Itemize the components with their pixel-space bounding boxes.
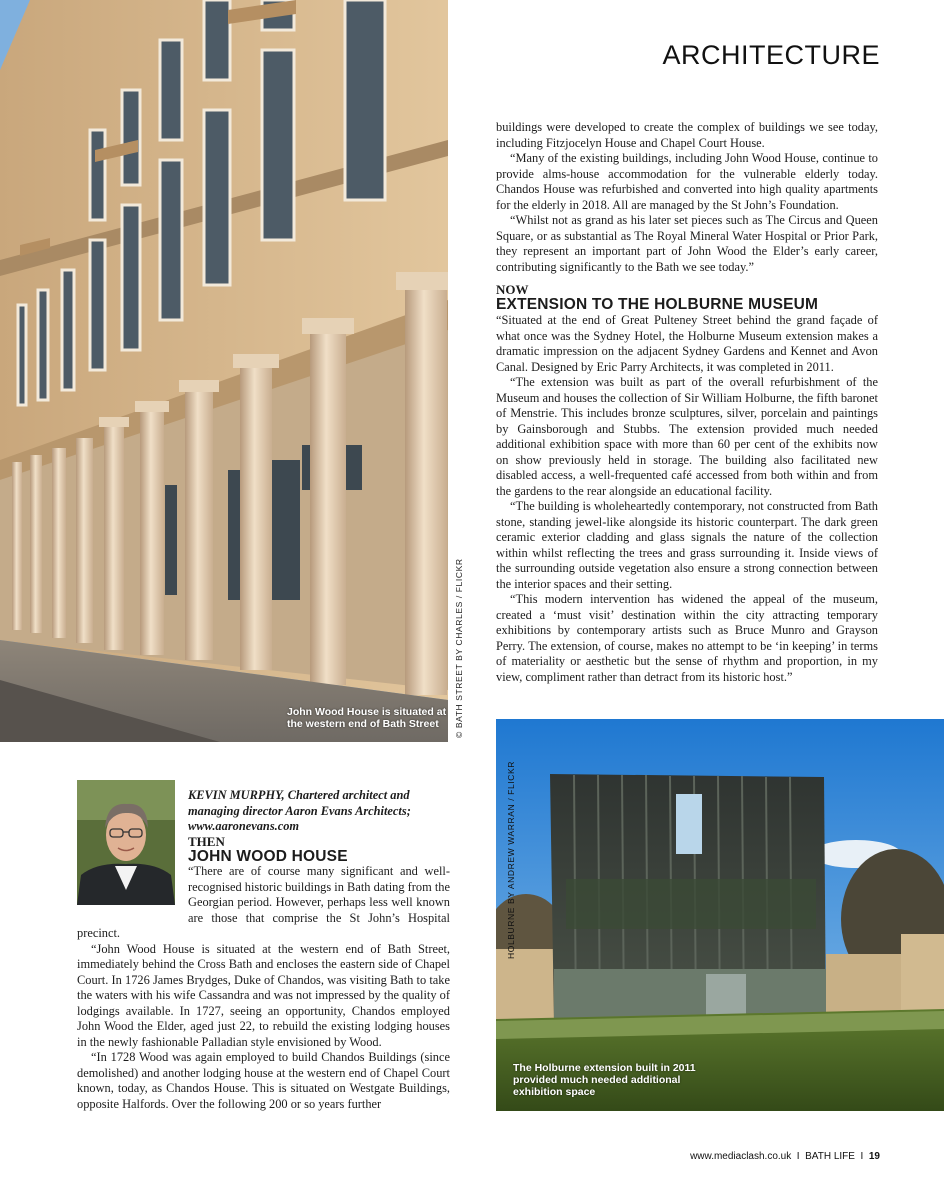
then-kicker: THEN bbox=[188, 833, 225, 849]
byline-website: www.aaronevans.com bbox=[188, 819, 300, 833]
byline-block bbox=[188, 788, 450, 865]
holburne-illustration bbox=[496, 719, 944, 1111]
bath-street-photo-credit: © BATH STREET BY CHARLES / FLICKR bbox=[454, 558, 464, 738]
byline-line: KEVIN MURPHY, Chartered architect and bbox=[188, 788, 410, 802]
holburne-photo bbox=[496, 719, 944, 1111]
bath-street-caption bbox=[287, 706, 446, 730]
paragraph: “Many of the existing buildings, including John Wood House, continue to provide alms-house accommodation for the vulnerable elderly today. Chandos House was refurbished and converted into high quality apartments for the elderly in 2018. All are managed by the St John’s Foundation. bbox=[496, 151, 878, 212]
caption-line: provided much needed additional bbox=[513, 1074, 681, 1086]
paragraph: “John Wood House is situated at the western end of Bath Street, immediately behind the Cross Bath and encloses the eastern side of Chapel Court. In 1726 James Brydges, Duke of Chandos, was visiting Bath to take the waters with his wife Cassandra and was not impressed by the quality of lodgings available. In 1727, seeing an opportunity, Chandos employed John Wood the Elder, aged just 22, to rebuild the existing lodging houses in the newly fashionable Palladian style envisioned by Wood. bbox=[77, 941, 450, 1049]
paragraph: “The building is wholeheartedly contemporary, not constructed from Bath stone, standing jewel-like alongside its historic counterpart. The dark green ceramic exterior cladding and glass signals the nature of the collection within whilst reflecting the trees and grass surrounding it. Inside views of the surrounding outside vegetation also ensure a strong connection between the interior spaces and their setting. bbox=[496, 499, 878, 591]
left-article-text bbox=[77, 864, 450, 1112]
holburne-headline: EXTENSION TO THE HOLBURNE MUSEUM bbox=[496, 296, 819, 313]
holburne-caption bbox=[513, 1062, 696, 1098]
byline-line: managing director Aaron Evans Architects; bbox=[188, 803, 411, 818]
paragraph: “This modern intervention has widened the appeal of the museum, created a ‘must visit’ destination within the city attracting temporary exhibitions by contemporary artists such as Bruce Munro and Grayson Perry. The extension, of course, makes no attempt to be ‘in keeping’ in terms of materiality or aesthetic but the sense of rhythm and proportion, in my view, compliment rather than detract from its historic host.” bbox=[496, 592, 878, 684]
footer-magazine: BATH LIFE bbox=[805, 1151, 855, 1162]
caption-line: The Holburne extension built in 2011 bbox=[513, 1062, 696, 1074]
page-footer bbox=[690, 1151, 880, 1162]
holburne-article-text bbox=[496, 313, 878, 685]
section-title: ARCHITECTURE bbox=[662, 40, 880, 70]
page-number: 19 bbox=[868, 1151, 880, 1162]
paragraph: “Situated at the end of Great Pulteney Street behind the grand façade of what once was the Sydney Hotel, the Holburne Museum extension makes a dramatic impression on the adjacent Sydney Gardens and Kennet and Avon Canal. Designed by Eric Parry Architects, it was completed in 2011. bbox=[496, 313, 878, 374]
bath-street-photo bbox=[0, 0, 448, 742]
footer-separator: I bbox=[860, 1151, 864, 1162]
caption-line: John Wood House is situated at bbox=[287, 706, 447, 718]
paragraph: “There are of course many significant and well-recognised historic buildings in Bath dating from the Georgian period. However, perhaps less well known are those that comprise the St John’s Hospital precinct. bbox=[77, 864, 450, 940]
photo-wrap-spacer bbox=[77, 864, 188, 922]
right-column bbox=[496, 120, 878, 685]
paragraph: buildings were developed to create the complex of buildings we see today, including Fitzjocelyn House and Chapel Court House. bbox=[496, 120, 878, 150]
caption-line: exhibition space bbox=[513, 1086, 596, 1098]
paragraph: “Whilst not as grand as his later set pieces such as The Circus and Queen Square, or as substantial as The Royal Mineral Water Hospital or Prior Park, they represent an important part of John Wood the Elder’s early career, contributing significantly to the Bath we see today.” bbox=[496, 213, 878, 274]
john-wood-headline: JOHN WOOD HOUSE bbox=[188, 847, 348, 865]
right-intro-text bbox=[496, 120, 878, 275]
footer-separator: I bbox=[796, 1151, 800, 1162]
now-kicker: NOW bbox=[496, 282, 529, 297]
paragraph: “The extension was built as part of the overall refurbishment of the Museum and houses the collection of Sir William Holburne, the fifth baronet of Menstrie. This includes bronze sculptures, silver, porcelain and paintings by Gainsborough and Stubbs. The extension provided much needed additional exhibition space with more than 60 per cent of the exhibits now on show previously held in storage. The building also facilitated new disabled access, a well-frequented café accessed from both within and from the gardens to the rear alongside an educational facility. bbox=[496, 375, 878, 498]
footer-website: www.mediaclash.co.uk bbox=[690, 1151, 792, 1162]
caption-line: the western end of Bath Street bbox=[287, 718, 439, 730]
paragraph: “In 1728 Wood was again employed to build Chandos Buildings (since demolished) and another lodging house at the western end of Chapel Court known, today, as Chandos House. This is situated on Westgate Buildings, opposite Halfords. Over the following 200 or so years further bbox=[77, 1050, 450, 1111]
bath-street-illustration bbox=[0, 0, 448, 742]
holburne-photo-credit: HOLBURNE BY ANDREW WARRAN / FLICKR bbox=[506, 761, 516, 959]
